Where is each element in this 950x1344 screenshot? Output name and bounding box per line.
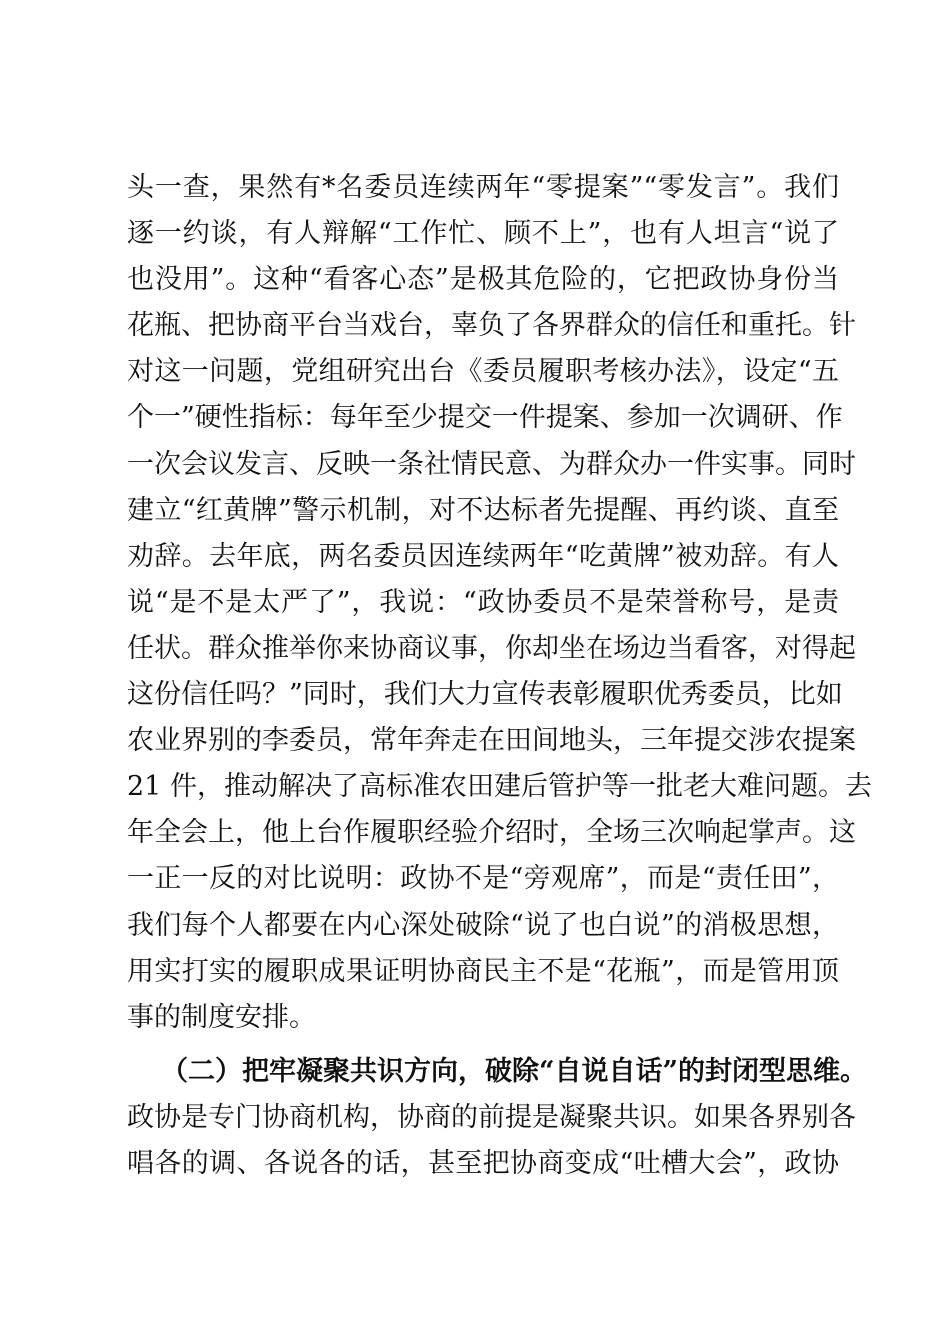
section-heading: （二）把牢凝聚共识方向，破除“自说自话”的封闭型思维。 bbox=[161, 1055, 868, 1087]
text-line: 年全会上，他上台作履职经验介绍时，全场三次响起掌声。这 bbox=[127, 817, 856, 849]
text-line: 政协是专门协商机构，协商的前提是凝聚共识。如果各界别各 bbox=[127, 1101, 856, 1133]
text-line: 劝辞。去年底，两名委员因连续两年“吃黄牌”被劝辞。有人 bbox=[127, 540, 839, 572]
text-line: 这份信任吗？”同时，我们大力宣传表彰履职优秀委员，比如 bbox=[127, 679, 843, 711]
text-line: 对这一问题，党组研究出台《委员履职考核办法》，设定“五 bbox=[127, 356, 839, 388]
text-line: 任状。群众推举你来协商议事，你却坐在场边当看客，对得起 bbox=[127, 632, 856, 664]
text-line: 21 件，推动解决了高标准农田建后管护等一批老大难问题。去 bbox=[127, 771, 872, 803]
text-line: 唱各的调、各说各的话，甚至把协商变成“吐槽大会”，政协 bbox=[127, 1147, 839, 1179]
text-line: 说“是不是太严了”，我说：“政协委员不是荣誉称号，是责 bbox=[127, 586, 839, 618]
text-line: 一正一反的对比说明：政协不是“旁观席”，而是“责任田”， bbox=[127, 863, 839, 895]
text-line: 花瓶、把协商平台当戏台，辜负了各界群众的信任和重托。针 bbox=[127, 310, 856, 342]
text-line: 一次会议发言、反映一条社情民意、为群众办一件实事。同时 bbox=[127, 448, 856, 480]
text-line: 建立“红黄牌”警示机制，对不达标者先提醒、再约谈、直至 bbox=[127, 494, 839, 526]
text-line: 用实打实的履职成果证明协商民主不是“花瓶”，而是管用顶 bbox=[127, 955, 839, 987]
text-line: 逐一约谈，有人辩解“工作忙、顾不上”，也有人坦言“说了 bbox=[127, 218, 839, 250]
text-line: 也没用”。这种“看客心态”是极其危险的，它把政协身份当 bbox=[127, 264, 839, 296]
text-line: 我们每个人都要在内心深处破除“说了也白说”的消极思想， bbox=[127, 909, 839, 941]
text-line: 个一”硬性指标：每年至少提交一件提案、参加一次调研、作 bbox=[127, 402, 843, 434]
text-line: 农业界别的李委员，常年奔走在田间地头，三年提交涉农提案 bbox=[127, 725, 856, 757]
text-line: 头一查，果然有*名委员连续两年“零提案”“零发言”。我们 bbox=[127, 172, 839, 203]
paragraph-gap bbox=[127, 1041, 839, 1049]
body-text bbox=[127, 165, 872, 1187]
text-line: 事的制度安排。 bbox=[127, 1001, 316, 1033]
